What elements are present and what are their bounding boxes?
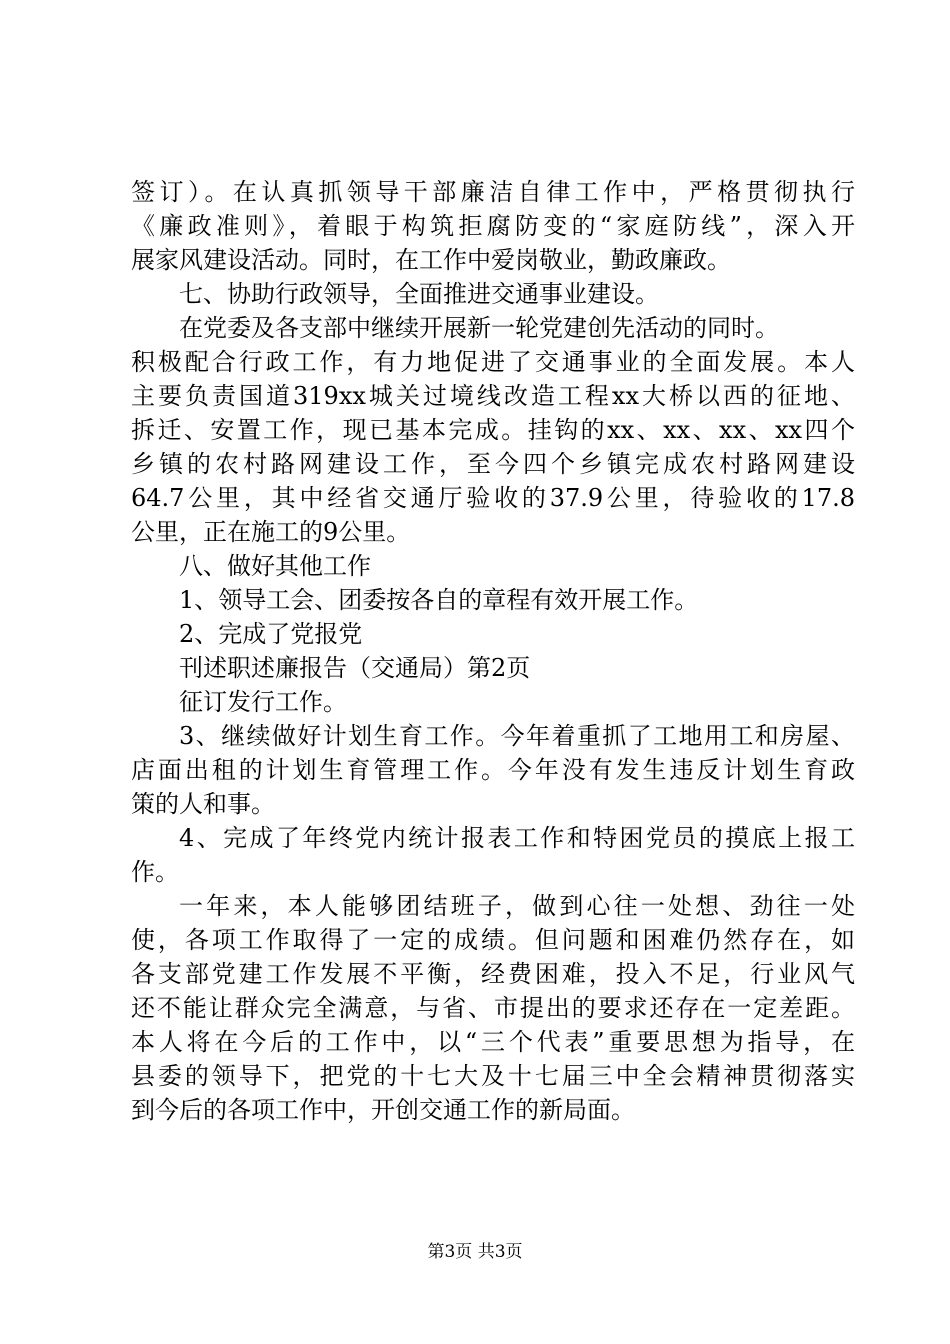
section-heading: 八、做好其他工作 [179, 552, 371, 580]
paragraph-line: 3、继续做好计划生育工作。今年着重抓了工地用工和房屋、 [179, 722, 855, 750]
section-heading: 七、协助行政领导，全面推进交通事业建设。 [179, 280, 659, 308]
paragraph-line: 主要负责国道319xx城关过境线改造工程xx大桥以西的征地、 [131, 382, 855, 410]
paragraph-line: 积极配合行政工作，有力地促进了交通事业的全面发展。本人 [131, 348, 855, 376]
paragraph-line: 店面出租的计划生育管理工作。今年没有发生违反计划生育政 [131, 756, 855, 784]
paragraph-line: 《廉政准则》，着眼于构筑拒腐防变的“家庭防线”，深入开 [131, 212, 855, 240]
paragraph-line: 2、完成了党报党 [179, 620, 363, 648]
paragraph-line: 乡镇的农村路网建设工作，至今四个乡镇完成农村路网建设 [131, 450, 855, 478]
paragraph-line: 签订）。在认真抓领导干部廉洁自律工作中，严格贯彻执行 [131, 178, 855, 206]
paragraph-line: 刊述职述廉报告（交通局）第2页 [179, 654, 531, 682]
paragraph-line: 一年来，本人能够团结班子，做到心往一处想、劲往一处 [179, 892, 855, 920]
paragraph-line: 拆迁、安置工作，现已基本完成。挂钩的xx、xx、xx、xx四个 [131, 416, 855, 444]
paragraph-line: 到今后的各项工作中，开创交通工作的新局面。 [131, 1096, 635, 1124]
paragraph-line: 各支部党建工作发展不平衡，经费困难，投入不足，行业风气 [131, 960, 855, 988]
paragraph-line: 使，各项工作取得了一定的成绩。但问题和困难仍然存在，如 [131, 926, 855, 954]
paragraph-line: 展家风建设活动。同时，在工作中爱岗敬业，勤政廉政。 [131, 246, 731, 274]
page-footer: 第3页 共3页 [427, 1242, 523, 1262]
paragraph-line: 64.7公里，其中经省交通厅验收的37.9公里，待验收的17.8 [131, 484, 855, 512]
paragraph-line: 1、领导工会、团委按各自的章程有效开展工作。 [179, 586, 699, 614]
paragraph-line: 作。 [131, 858, 179, 886]
paragraph-line: 在党委及各支部中继续开展新一轮党建创先活动的同时。 [179, 314, 779, 342]
paragraph-line: 4、完成了年终党内统计报表工作和特困党员的摸底上报工 [179, 824, 855, 852]
paragraph-line: 本人将在今后的工作中，以“三个代表”重要思想为指导，在 [131, 1028, 855, 1056]
paragraph-line: 公里，正在施工的9公里。 [131, 518, 411, 546]
paragraph-line: 策的人和事。 [131, 790, 275, 818]
paragraph-line: 征订发行工作。 [179, 688, 347, 716]
paragraph-line: 还不能让群众完全满意，与省、市提出的要求还存在一定差距。 [131, 994, 855, 1022]
paragraph-line: 县委的领导下，把党的十七大及十七届三中全会精神贯彻落实 [131, 1062, 855, 1090]
